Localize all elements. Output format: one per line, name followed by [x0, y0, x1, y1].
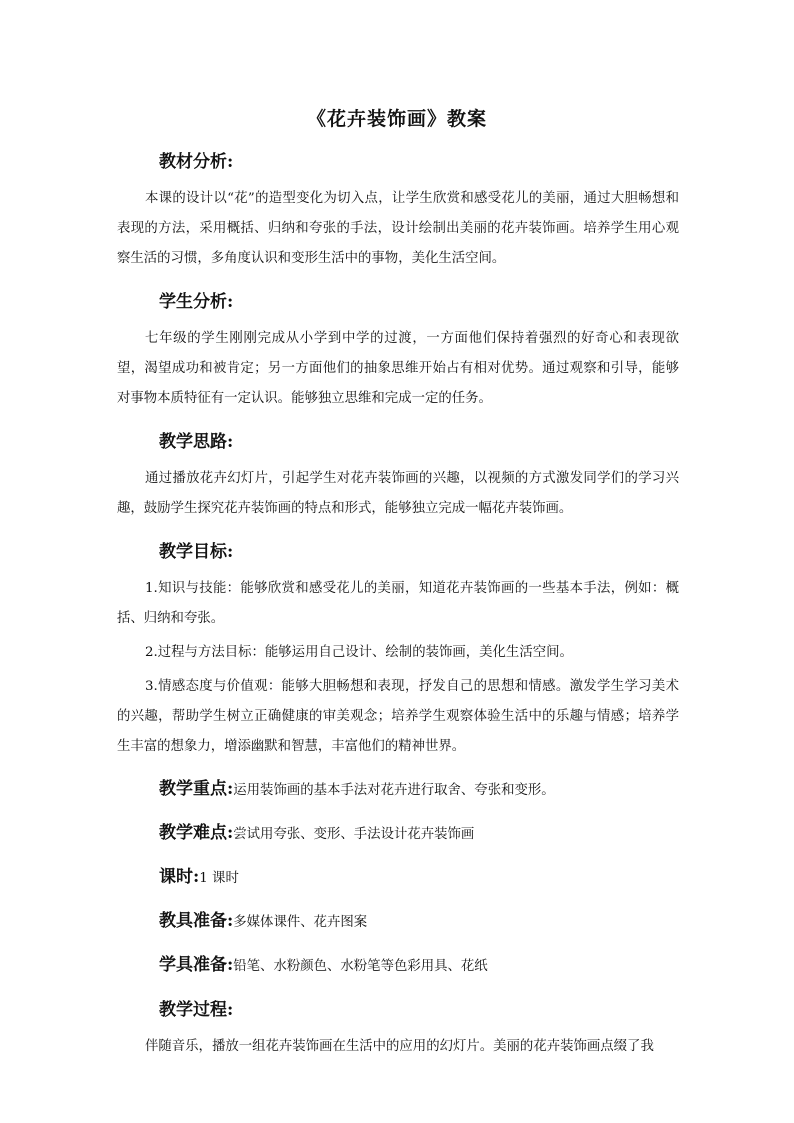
- row-difficulty: [117, 818, 679, 848]
- paragraph-material-analysis: 本课的设计以“花”的造型变化为切入点，让学生欣赏和感受花儿的美丽，通过大胆畅想和表现的方法，采用概括、归纳和夸张的手法，设计绘制出美丽的花卉装饰画。培养学生用心观察生活的习惯，多角度认识和变形生活中的事物，美化生活空间。: [117, 191, 679, 266]
- heading-teaching-process: 教学过程:: [159, 1000, 234, 1020]
- value-student-tools: 铅笔、水粉颜色、水粉笔等色彩用具、花纸: [233, 959, 488, 974]
- row-student-tools: [117, 950, 679, 980]
- heading-teaching-approach: 教学思路:: [159, 432, 234, 452]
- paragraph-student-analysis: 七年级的学生刚刚完成从小学到中学的过渡，一方面他们保持着强烈的好奇心和表现欲望，渴望成功和被肯定；另一方面他们的抽象思维开始占有相对优势。通过观察和引导，能够对事物本质特征有一定认识。能够独立思维和完成一定的任务。: [117, 331, 679, 406]
- goal-item-emotion: 3.情感态度与价值观：能够大胆畅想和表现，抒发自己的思想和情感。激发学生学习美术的兴趣，帮助学生树立正确健康的审美观念；培养学生观察体验生活中的乐趣与情感；培养学生丰富的想象力，增添幽默和智慧，丰富他们的精神世界。: [117, 679, 679, 754]
- document-title: 《花卉装饰画》教案: [306, 108, 487, 130]
- label-key-point: 教学重点:: [159, 779, 234, 799]
- row-hours: [117, 862, 679, 892]
- value-teacher-tools: 多媒体课件、花卉图案: [233, 915, 368, 930]
- row-key-point: [117, 774, 679, 804]
- heading-teaching-goals: 教学目标:: [159, 542, 234, 562]
- paragraph-teaching-process: 伴随音乐，播放一组花卉装饰画在生活中的应用的幻灯片。美丽的花卉装饰画点缀了我: [145, 1039, 654, 1054]
- label-student-tools: 学具准备:: [159, 955, 234, 975]
- paragraph-teaching-approach: 通过播放花卉幻灯片，引起学生对花卉装饰画的兴趣，以视频的方式激发同学们的学习兴趣，鼓励学生探究花卉装饰画的特点和形式，能够独立完成一幅花卉装饰画。: [117, 471, 679, 516]
- label-difficulty: 教学难点:: [159, 823, 234, 843]
- value-hours: 1 课时: [199, 871, 239, 886]
- value-key-point: 运用装饰画的基本手法对花卉进行取舍、夸张和变形。: [233, 783, 555, 798]
- row-teacher-tools: [117, 906, 679, 936]
- label-hours: 课时:: [159, 867, 200, 887]
- heading-material-analysis: 教材分析:: [159, 152, 234, 172]
- heading-student-analysis: 学生分析:: [159, 292, 234, 312]
- document-body: [117, 146, 679, 1062]
- goal-item-knowledge: 1.知识与技能：能够欣赏和感受花儿的美丽，知道花卉装饰画的一些基本手法，例如：概括、归纳和夸张。: [117, 581, 679, 626]
- value-difficulty: 尝试用夸张、变形、手法设计花卉装饰画: [233, 827, 475, 842]
- goal-item-process: 2.过程与方法目标：能够运用自己设计、绘制的装饰画，美化生活空间。: [145, 645, 573, 660]
- label-teacher-tools: 教具准备:: [159, 911, 234, 931]
